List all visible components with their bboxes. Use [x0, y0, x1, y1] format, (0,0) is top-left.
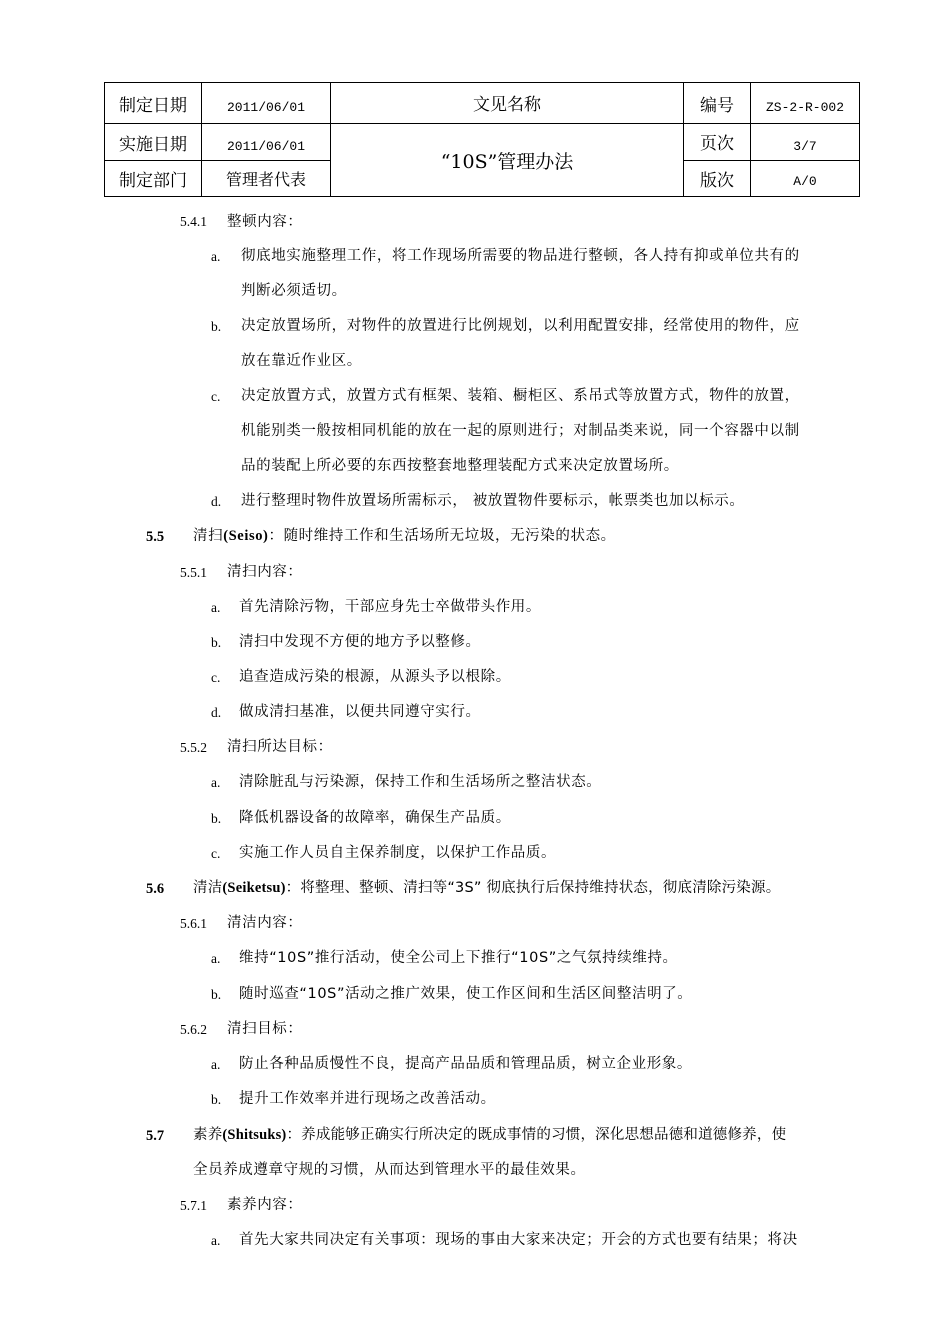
list-item: 随时巡查“10S”活动之推广效果，使工作区间和生活区间整洁明了。 [239, 986, 693, 1002]
section-number: 5.6 [146, 881, 165, 897]
list-item: 进行整理时物件放置场所需标示， 被放置物件要标示，帐票类也加以标示。 [241, 493, 745, 509]
item-marker: c. [211, 389, 221, 404]
item-marker: a. [211, 600, 221, 615]
list-item: 首先清除污物，干部应身先士卒做带头作用。 [239, 599, 541, 615]
list-item: 实施工作人员自主保养制度，以保护工作品质。 [239, 845, 557, 861]
clause-heading: 清扫内容： [227, 564, 303, 580]
section-definition: ：养成能够正确实行所决定的既成事情的习惯，深化思想品德和道德修养，使 [286, 1127, 787, 1143]
section-number: 5.5 [146, 529, 165, 545]
document-code-value: ZS-2-R-002 [765, 99, 844, 115]
effective-date-value: 2011/06/01 [226, 138, 305, 154]
section-name: 清洁 [193, 880, 223, 896]
section-definition: ：随时维持工作和生活场所无垃圾，无污染的状态。 [268, 528, 616, 544]
document-name-label: 文见名称 [473, 94, 541, 115]
section-name: 清扫 [193, 528, 224, 544]
created-date-label: 制定日期 [119, 95, 187, 116]
clause-number: 5.7.1 [180, 1198, 207, 1213]
item-marker: b. [211, 811, 222, 826]
item-marker: c. [211, 670, 221, 685]
list-item-continuation: 品的装配上所必要的东西按整套地整理装配方式来决定放置场所。 [241, 458, 679, 474]
list-item: 首先大家共同决定有关事项：现场的事由大家来决定；开会的方式也要有结果；将决 [239, 1232, 798, 1248]
document-code-label: 编号 [700, 95, 734, 116]
list-item: 维持“10S”推行活动，使全公司上下推行“10S”之气氛持续维持。 [239, 950, 678, 966]
item-marker: c. [211, 846, 221, 861]
clause-heading: 清扫目标： [227, 1021, 303, 1037]
section-definition: ：将整理、整顿、清扫等“3S” 彻底执行后保持维持状态，彻底清除污染源。 [285, 880, 781, 896]
list-item: 决定放置方式，放置方式有框架、装箱、橱柜区、系吊式等放置方式，物件的放置， [241, 388, 800, 404]
clause-number: 5.6.2 [180, 1022, 207, 1037]
list-item-continuation: 放在靠近作业区。 [241, 353, 362, 369]
clause-number: 5.4.1 [180, 214, 207, 229]
document-title: “10S”管理办法 [440, 150, 574, 173]
item-marker: b. [211, 1092, 222, 1107]
page-number-value: 3/7 [793, 138, 817, 154]
item-marker: b. [211, 635, 222, 650]
item-marker: d. [211, 705, 222, 720]
list-item: 防止各种品质慢性不良，提高产品品质和管理品质，树立企业形象。 [239, 1056, 692, 1072]
section-heading [193, 526, 616, 546]
section-heading [193, 878, 780, 898]
list-item-continuation: 机能别类一般按相同机能的放在一起的原则进行；对制品类来说，同一个容器中以制 [241, 423, 800, 439]
item-marker: a. [211, 775, 221, 790]
department-label: 制定部门 [119, 171, 187, 191]
list-item-continuation: 判断必须适切。 [241, 283, 347, 299]
section-number: 5.7 [146, 1128, 165, 1144]
created-date-value: 2011/06/01 [226, 99, 305, 115]
list-item: 追查造成污染的根源，从源头予以根除。 [239, 669, 511, 685]
item-marker: a. [211, 951, 221, 966]
item-marker: a. [211, 1057, 221, 1072]
list-item: 彻底地实施整理工作，将工作现场所需要的物品进行整顿，各人持有抑或单位共有的 [241, 248, 800, 264]
clause-heading: 整顿内容： [227, 214, 303, 230]
clause-heading: 素养内容： [227, 1197, 303, 1213]
item-marker: a. [211, 1233, 221, 1248]
page-label: 页次 [700, 133, 734, 154]
version-label: 版次 [700, 171, 734, 191]
list-item: 决定放置场所，对物件的放置进行比例规划，以利用配置安排，经常使用的物件，应 [241, 318, 800, 334]
document-header-table [104, 82, 860, 197]
list-item: 清除脏乱与污染源，保持工作和生活场所之整洁状态。 [239, 774, 602, 790]
list-item: 降低机器设备的故障率，确保生产品质。 [239, 810, 511, 826]
clause-heading: 清洁内容： [227, 915, 303, 931]
section-term: (Shitsuks) [222, 1127, 287, 1143]
item-marker: d. [211, 494, 222, 509]
clause-heading: 清扫所达目标： [227, 739, 333, 755]
clause-number: 5.5.1 [180, 565, 207, 580]
department-value: 管理者代表 [225, 170, 306, 189]
item-marker: b. [211, 987, 222, 1002]
section-name: 素养 [193, 1127, 223, 1143]
clause-number: 5.5.2 [180, 740, 207, 755]
list-item: 提升工作效率并进行现场之改善活动。 [239, 1091, 496, 1107]
effective-date-label: 实施日期 [119, 134, 187, 155]
list-item: 做成清扫基准，以便共同遵守实行。 [239, 704, 481, 720]
clause-number: 5.6.1 [180, 916, 207, 931]
item-marker: b. [211, 319, 222, 334]
list-item: 清扫中发现不方便的地方予以整修。 [239, 634, 481, 650]
version-value: A/0 [793, 174, 817, 189]
section-heading [193, 1125, 786, 1145]
section-term: (Seiketsu) [222, 880, 286, 896]
section-term: (Seiso) [223, 528, 269, 544]
section-continuation: 全员养成遵章守规的习惯，从而达到管理水平的最佳效果。 [193, 1162, 586, 1178]
item-marker: a. [211, 249, 221, 264]
